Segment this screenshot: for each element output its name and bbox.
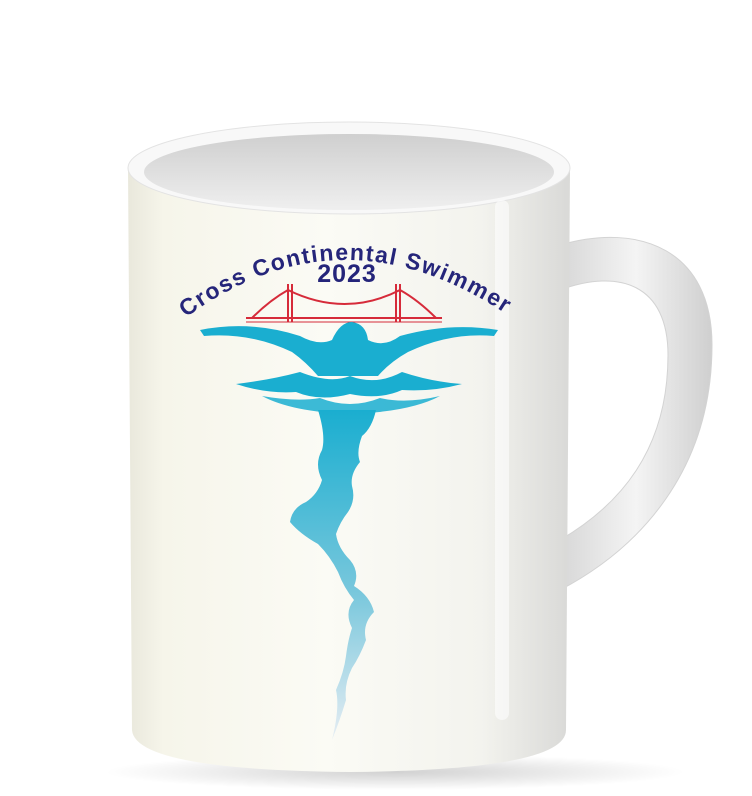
mug-inside	[144, 134, 554, 210]
logo-year: 2023	[317, 260, 377, 288]
logo-title: Cross Continental Swimmer	[173, 238, 518, 322]
mug-handle	[560, 237, 712, 590]
